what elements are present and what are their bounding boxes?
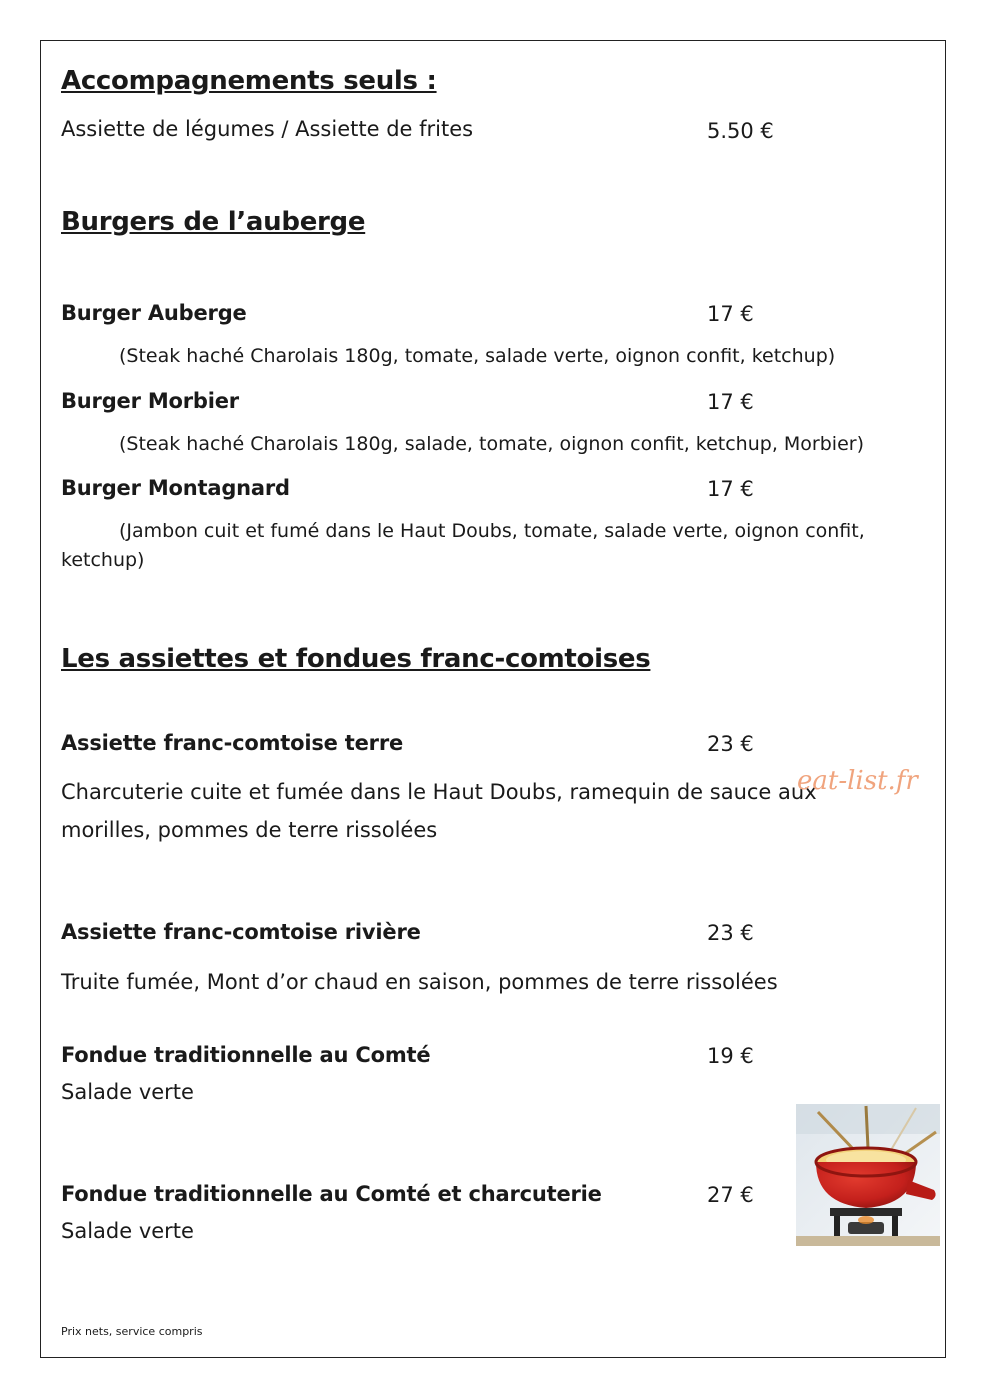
watermark-text: eat-list.fr — [797, 766, 918, 796]
item-name-burger-morbier: Burger Morbier — [61, 389, 239, 413]
section-title-burgers: Burgers de l’auberge — [61, 207, 366, 237]
item-name-burger-auberge: Burger Auberge — [61, 301, 247, 325]
item-price-accompagnement: 5.50 € — [707, 119, 774, 143]
item-price-assiette-terre: 23 € — [707, 732, 754, 756]
section-title-assiettes: Les assiettes et fondues franc-comtoises — [61, 644, 651, 674]
item-desc-assiette-terre-line2: morilles, pommes de terre rissolées — [61, 818, 438, 842]
item-price-fondue-charcuterie: 27 € — [707, 1183, 754, 1207]
item-desc-burger-morbier: (Steak haché Charolais 180g, salade, tomate, oignon confit, ketchup, Morbier) — [119, 433, 864, 455]
item-desc-burger-montagnard-line1: (Jambon cuit et fumé dans le Haut Doubs, tomate, salade verte, oignon confit, — [119, 520, 865, 542]
item-price-burger-montagnard: 17 € — [707, 477, 754, 501]
item-name-fondue-comte: Fondue traditionnelle au Comté — [61, 1043, 431, 1067]
item-name-accompagnement: Assiette de légumes / Assiette de frites — [61, 117, 474, 141]
item-desc-assiette-riviere: Truite fumée, Mont d’or chaud en saison, pommes de terre rissolées — [61, 970, 778, 994]
item-price-burger-auberge: 17 € — [707, 302, 754, 326]
section-title-accompagnements: Accompagnements seuls : — [61, 66, 437, 96]
item-name-assiette-riviere: Assiette franc-comtoise rivière — [61, 920, 421, 944]
item-desc-fondue-comte: Salade verte — [61, 1080, 194, 1104]
item-name-burger-montagnard: Burger Montagnard — [61, 476, 290, 500]
footer-note: Prix nets, service compris — [61, 1325, 203, 1338]
fondue-pot-photo — [796, 1104, 940, 1246]
item-price-assiette-riviere: 23 € — [707, 921, 754, 945]
item-name-fondue-charcuterie: Fondue traditionnelle au Comté et charcuterie — [61, 1182, 602, 1206]
item-price-fondue-comte: 19 € — [707, 1044, 754, 1068]
item-desc-burger-auberge: (Steak haché Charolais 180g, tomate, salade verte, oignon confit, ketchup) — [119, 345, 836, 367]
item-price-burger-morbier: 17 € — [707, 390, 754, 414]
item-desc-assiette-terre-line1: Charcuterie cuite et fumée dans le Haut Doubs, ramequin de sauce aux — [61, 780, 817, 804]
item-desc-burger-montagnard-line2: ketchup) — [61, 549, 145, 571]
item-name-assiette-terre: Assiette franc-comtoise terre — [61, 731, 404, 755]
item-desc-fondue-charcuterie: Salade verte — [61, 1219, 194, 1243]
